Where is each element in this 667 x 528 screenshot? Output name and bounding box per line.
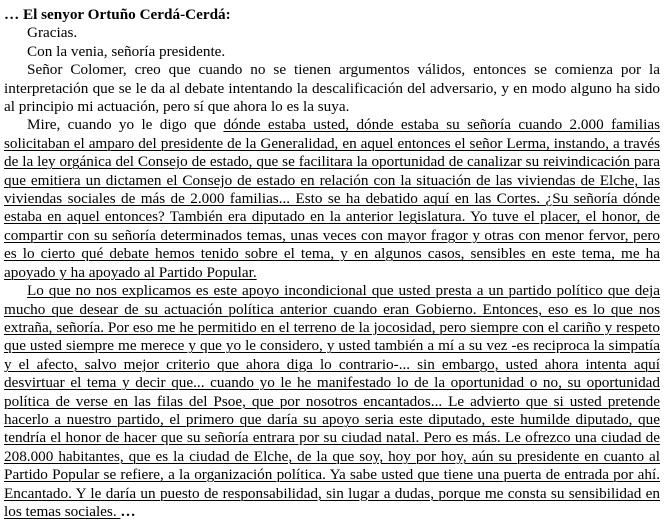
paragraph-mire — [4, 116, 660, 282]
paragraph-mire-intro: Mire, cuando yo le digo que — [27, 116, 224, 134]
paragraph-mire-underlined: dónde estaba usted, dónde estaba su señoría cuando 2.000 familias solicitaban el amparo del presidente de la Generalidad, en aquel entonces el señor Lerma, instando, a través de la ley orgánica del Consejo de estado, que se facilitara la oportunidad de canalizar su reivindicación para que emitiera un dictamen el Consejo de estado en relación con la situación de las viviendas de Elche, las viviendas sociales de más de 2.000 familias... Esto se ha debatido aquí en las Cortes. ¿Su señoría dónde estaba en aquel entonces? También era diputado en la anterior legislatura. Yo tuve el placer, el honor, de compartir con su señoría determinados temas, unas veces con mayor fragor y otras con menor fervor, pero es lo cierto qué debate hemos tenido sobre el tema, y en algunos casos, sensibles en este tema, me ha apoyado y ha apoyado al Partido Popular. — [4, 116, 660, 281]
paragraph-colomer: Señor Colomer, creo que cuando no se tienen argumentos válidos, entonces se comienza por la interpretación que se le da al debate intentando la descalificación del adversario, y en modo alguno ha sido al principio mi actuación, pero sí que ahora lo es la suya. — [4, 61, 660, 116]
speaker-heading: … El senyor Ortuño Cerdá-Cerdá: — [4, 6, 231, 23]
ellipsis-end: … — [120, 502, 136, 520]
paragraph-venia: Con la venia, señoría presidente. — [27, 42, 226, 60]
paragraph-apoyo — [4, 282, 660, 521]
paragraph-thanks: Gracias. — [27, 24, 78, 42]
paragraph-apoyo-underlined: Lo que no nos explicamos es este apoyo incondicional que usted presta a un partido político que deja mucho que desear de su actuación política anterior cuando eran Gobierno. Entonces, eso es lo que nos extraña, señoría. Por eso me he permitido en el terreno de la jocosidad, pero siempre con el cariño y respeto que usted siempre me merece y que yo le considero, y usted también a mí a su vez -es reciproca la simpatía y el afecto, salvo mejor criterio que ahora diga lo contrario-... sin embargo, usted ahora intenta aquí desvirtuar el tema y decir que... cuando yo le he manifestado lo de la oportunidad o no, su oportunidad política de verse en las filas del Psoe, que por nosotros encantados... Le advierto que si usted pretende hacerlo a nuestro partido, el primero que daría su apoyo seria este diputado, este humilde diputado, que tendría el honor de hacer que su señoría entrara por su ciudad natal. Pero es más. Le ofrezco una ciudad de 208.000 habitantes, que es la ciudad de Elche, de la que soy, hoy por hoy, aún su presidente en cuanto al Partido Popular se refiere, a la organización política. Ya sabe usted que tiene una puerta de entrada por ahí. Encantado. Y le daría un puesto de responsabilidad, sin lugar a dudas, porque me consta su sensibilidad en los temas sociales. — [4, 282, 660, 520]
